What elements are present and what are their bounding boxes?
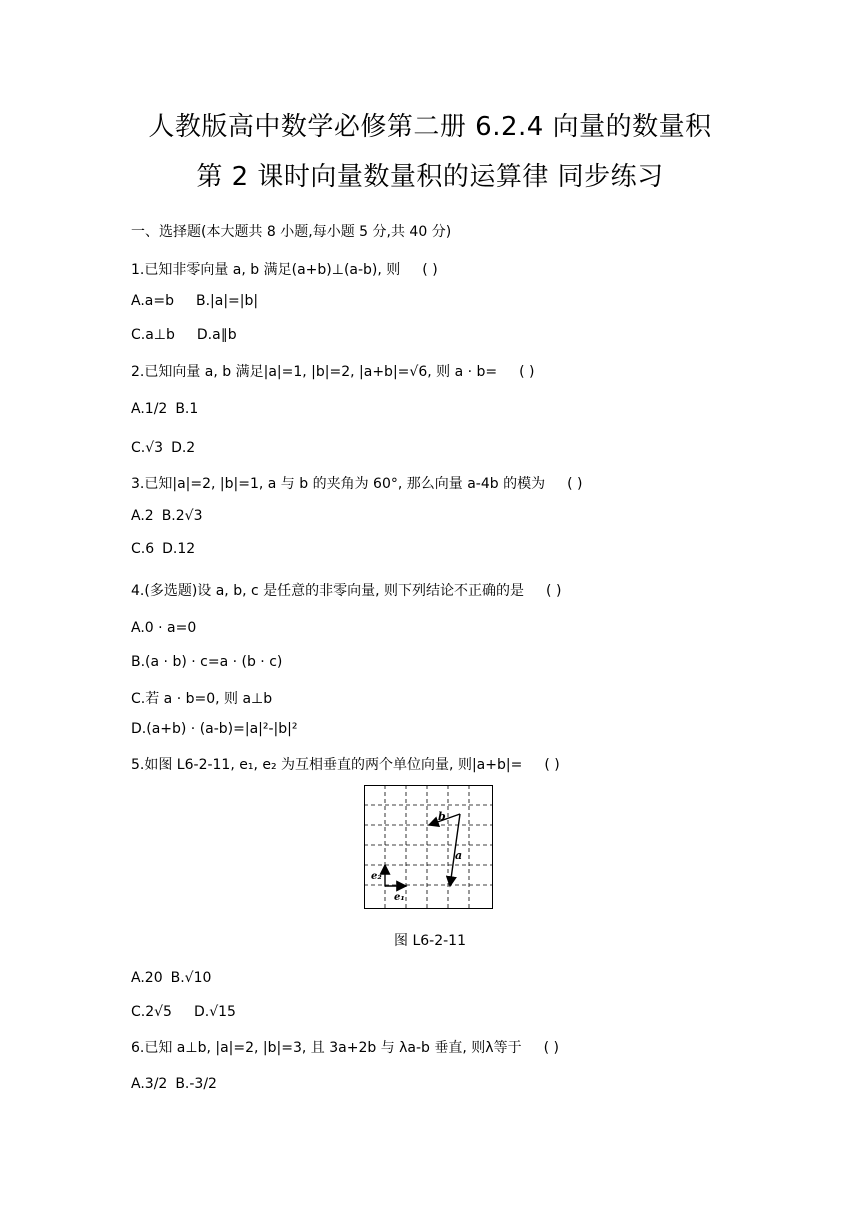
vector-grid-svg <box>364 785 493 909</box>
question-4-option-b: B.(a · b) · c=a · (b · c) <box>131 654 283 670</box>
option-c: C.a⊥b <box>131 327 175 343</box>
question-1-options-row1 <box>131 293 258 309</box>
question-5-bracket: ( ) <box>544 757 560 773</box>
question-5-text: 5.如图 L6-2-11, e₁, e₂ 为互相垂直的两个单位向量, 则|a+b|= <box>131 757 523 773</box>
option-a: A.1/2 <box>131 401 168 417</box>
section-heading: 一、选择题(本大题共 8 小题,每小题 5 分,共 40 分) <box>131 224 452 240</box>
question-6-bracket: ( ) <box>543 1040 559 1056</box>
option-c: C.2√5 <box>131 1004 172 1020</box>
label-a: a <box>455 849 463 862</box>
question-1-options-row2 <box>131 327 237 343</box>
option-b: B.-3/2 <box>175 1076 217 1092</box>
option-a: A.2 <box>131 508 154 524</box>
option-a: A.a=b <box>131 293 174 309</box>
option-a: A.20 <box>131 970 163 986</box>
option-a: A.3/2 <box>131 1076 168 1092</box>
grid-horizontals <box>364 805 493 885</box>
question-3-options-row1 <box>131 508 203 524</box>
question-6-stem <box>131 1037 559 1057</box>
question-2-bracket: ( ) <box>519 364 535 380</box>
question-2-options-row2 <box>131 440 195 456</box>
question-3-options-row2 <box>131 541 195 557</box>
option-b: B.1 <box>175 401 199 417</box>
option-d: D.2 <box>171 440 196 456</box>
question-5-options-row2 <box>131 1004 236 1020</box>
page-title-line1: 人教版高中数学必修第二册 6.2.4 向量的数量积 <box>148 112 712 142</box>
question-4-text: 4.(多选题)设 a, b, c 是任意的非零向量, 则下列结论不正确的是 <box>131 583 525 599</box>
label-e2: e₂ <box>371 871 382 882</box>
question-6-options-row1 <box>131 1076 217 1092</box>
page-title-line2: 第 2 课时向量数量积的运算律 同步练习 <box>196 162 664 192</box>
figure-border <box>365 786 493 909</box>
question-2-text: 2.已知向量 a, b 满足|a|=1, |b|=2, |a+b|=√6, 则 a · b= <box>131 364 498 380</box>
question-2-stem <box>131 361 535 381</box>
option-b: B.√10 <box>170 970 212 986</box>
question-3-text: 3.已知|a|=2, |b|=1, a 与 b 的夹角为 60°, 那么向量 a-4b 的模为 <box>131 476 546 492</box>
question-5-options-row1 <box>131 970 211 986</box>
question-1-text: 1.已知非零向量 a, b 满足(a+b)⊥(a-b), 则 <box>131 262 401 278</box>
grid-verticals <box>385 785 469 909</box>
question-4-option-a: A.0 · a=0 <box>131 620 197 636</box>
question-2-options-row1 <box>131 401 198 417</box>
option-c: C.√3 <box>131 440 164 456</box>
question-4-option-d: D.(a+b) · (a-b)=|a|²-|b|² <box>131 721 298 737</box>
question-4-bracket: ( ) <box>546 583 562 599</box>
option-b: B.|a|=|b| <box>195 293 259 309</box>
option-d: D.a∥b <box>196 327 237 343</box>
question-5-stem <box>131 754 560 774</box>
option-d: D.12 <box>162 541 196 557</box>
question-3-bracket: ( ) <box>567 476 583 492</box>
label-b: b <box>438 810 446 823</box>
option-d: D.√15 <box>193 1004 236 1020</box>
question-4-stem <box>131 580 561 600</box>
question-1-stem <box>131 259 438 279</box>
label-e1: e₁ <box>394 892 405 903</box>
option-c: C.6 <box>131 541 155 557</box>
vector-grid-figure <box>364 785 493 909</box>
question-4-option-c: C.若 a · b=0, 则 a⊥b <box>131 691 273 707</box>
question-3-stem <box>131 473 582 493</box>
figure-caption: 图 L6-2-11 <box>394 933 466 949</box>
question-6-text: 6.已知 a⊥b, |a|=2, |b|=3, 且 3a+2b 与 λa-b 垂直, 则λ等于 <box>131 1040 522 1056</box>
option-b: B.2√3 <box>161 508 203 524</box>
question-1-bracket: ( ) <box>422 262 438 278</box>
